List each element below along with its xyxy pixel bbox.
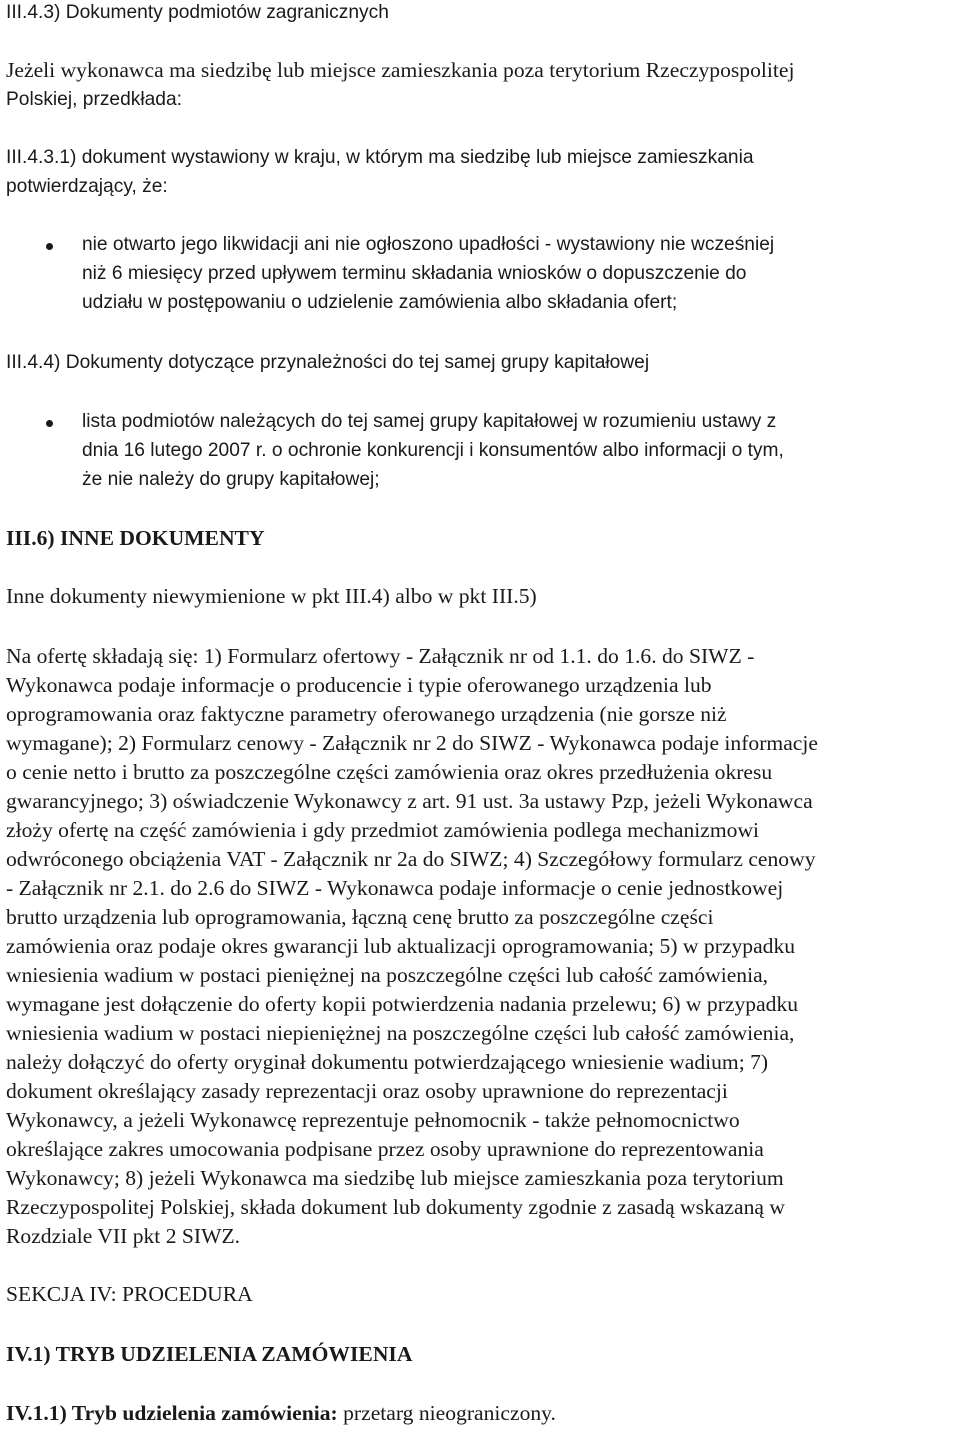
bullet-line-3: udziału w postępowaniu o udzielenie zamówienia albo składania ofert; — [82, 292, 678, 313]
section-heading-iv-1: IV.1) TRYB UDZIELENIA ZAMÓWIENIA — [6, 1342, 413, 1366]
paragraph-line: dokument określający zasady reprezentacji oraz osoby uprawnione do reprezentacji — [6, 1079, 728, 1103]
paragraph-line: odwróconego obciążenia VAT - Załącznik nr 2a do SIWZ; 4) Szczegółowy formularz cenowy — [6, 847, 816, 871]
paragraph-line: określające zakres umocowania podpisane przez osoby uprawnione do reprezentowania — [6, 1137, 764, 1161]
section-heading-iv: SEKCJA IV: PROCEDURA — [6, 1282, 253, 1306]
paragraph-line: Na ofertę składają się: 1) Formularz ofertowy - Załącznik nr od 1.1. do 1.6. do SIWZ - — [6, 644, 755, 668]
bullet-line-2: dnia 16 lutego 2007 r. o ochronie konkurencji i konsumentów albo informacji o tym, — [82, 440, 784, 461]
intro-line-2: Polskiej, przedkłada: — [6, 89, 182, 110]
other-documents-line: Inne dokumenty niewymienione w pkt III.4) albo w pkt III.5) — [6, 584, 537, 608]
paragraph-line: zamówienia oraz podaje okres gwarancji lub aktualizacji oprogramowania; 5) w przypadku — [6, 934, 796, 958]
paragraph-line: Rozdziale VII pkt 2 SIWZ. — [6, 1224, 241, 1248]
paragraph-line: wniesienia wadium w postaci pieniężnej na poszczególne części lub całość zamówienia, — [6, 963, 769, 987]
paragraph-line: Wykonawcy, a jeżeli Wykonawcę reprezentuje pełnomocnik - także pełnomocnictwo — [6, 1108, 740, 1132]
bullet-line-1: lista podmiotów należących do tej samej grupy kapitałowej w rozumieniu ustawy z — [82, 411, 777, 432]
sub-item-line-2: potwierdzający, że: — [6, 176, 168, 197]
paragraph-line: Rzeczypospolitej Polskiej, składa dokument lub dokumenty zgodnie z zasadą wskazaną w — [6, 1195, 785, 1219]
intro-line-1: Jeżeli wykonawca ma siedzibę lub miejsce zamieszkania poza terytorium Rzeczypospolitej — [6, 58, 795, 82]
paragraph-line: o cenie netto i brutto za poszczególne części zamówienia oraz okres przedłużenia okresu — [6, 760, 773, 784]
paragraph-line: gwarancyjnego; 3) oświadczenie Wykonawcy z art. 91 ust. 3a ustawy Pzp, jeżeli Wykonawca — [6, 789, 813, 813]
paragraph-line: oprogramowania oraz faktyczne parametry oferowanego urządzenia (nie gorsze niż — [6, 702, 727, 726]
procedure-type-line — [6, 1399, 556, 1428]
bullet-icon — [46, 243, 53, 250]
bullet-line-2: niż 6 miesięcy przed upływem terminu składania wniosków o dopuszczenie do — [82, 263, 747, 284]
procedure-type-value: przetarg nieograniczony. — [337, 1401, 556, 1425]
bullet-line-1: nie otwarto jego likwidacji ani nie ogłoszono upadłości - wystawiony nie wcześniej — [82, 234, 775, 255]
procedure-type-label: IV.1.1) Tryb udzielenia zamówienia: — [6, 1401, 338, 1425]
bullet-icon — [46, 420, 53, 427]
section-heading-iii-6: III.6) INNE DOKUMENTY — [6, 526, 265, 550]
paragraph-line: - Załącznik nr 2.1. do 2.6 do SIWZ - Wykonawca podaje informacje o cenie jednostkowej — [6, 876, 784, 900]
paragraph-line: złoży ofertę na część zamówienia i gdy przedmiot zamówienia podlega mechanizmowi — [6, 818, 760, 842]
sub-item-line-1: III.4.3.1) dokument wystawiony w kraju, w którym ma siedzibę lub miejsce zamieszkania — [6, 147, 754, 168]
paragraph-line: wniesienia wadium w postaci niepieniężnej na poszczególne części lub całość zamówienia, — [6, 1021, 795, 1045]
paragraph-line: wymagane); 2) Formularz cenowy - Załącznik nr 2 do SIWZ - Wykonawca podaje informacje — [6, 731, 818, 755]
section-heading-iii-4-3: III.4.3) Dokumenty podmiotów zagranicznych — [6, 2, 389, 23]
paragraph-line: Wykonawca podaje informacje o producencie i typie oferowanego urządzenia lub — [6, 673, 712, 697]
paragraph-line: Wykonawcy; 8) jeżeli Wykonawca ma siedzibę lub miejsce zamieszkania poza terytorium — [6, 1166, 784, 1190]
section-heading-iii-4-4: III.4.4) Dokumenty dotyczące przynależności do tej samej grupy kapitałowej — [6, 352, 650, 373]
paragraph-line: brutto urządzenia lub oprogramowania, łączną cenę brutto za poszczególne części — [6, 905, 714, 929]
paragraph-line: wymagane jest dołączenie do oferty kopii potwierdzenia nadania przelewu; 6) w przypadku — [6, 992, 799, 1016]
paragraph-line: należy dołączyć do oferty oryginał dokumentu potwierdzającego wniesienie wadium; 7) — [6, 1050, 769, 1074]
bullet-line-3: że nie należy do grupy kapitałowej; — [82, 469, 380, 490]
